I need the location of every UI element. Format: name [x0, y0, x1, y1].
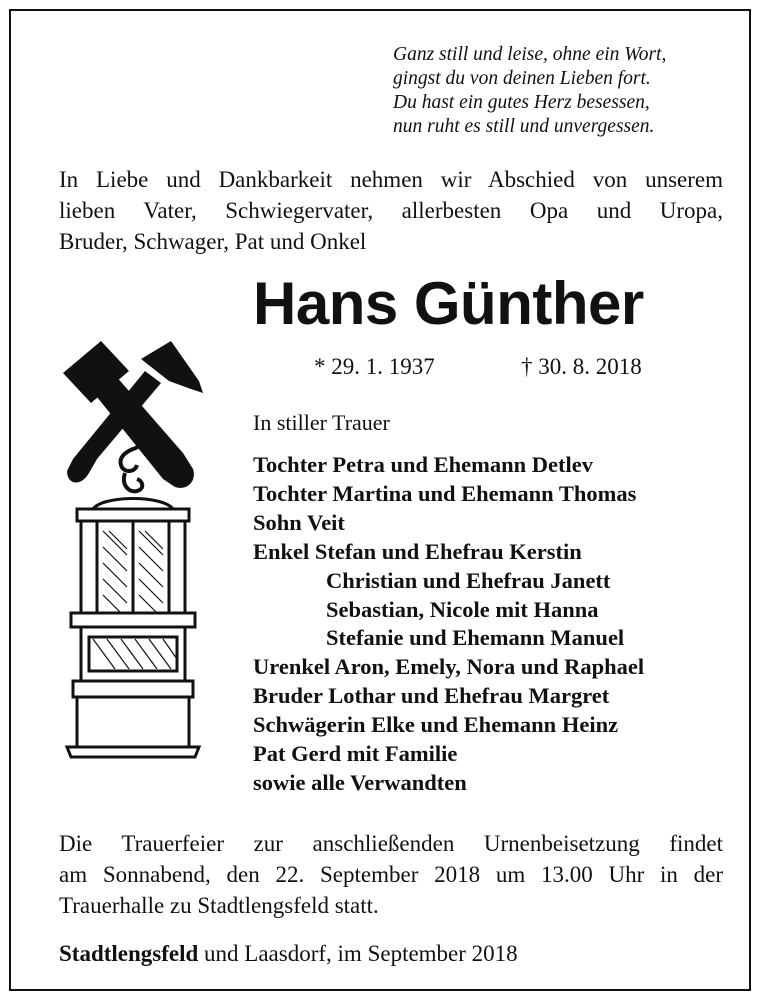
- ceremony-line: am Sonnabend, den 22. September 2018 um 13.00 Uhr in der: [59, 862, 723, 887]
- family-list: [253, 451, 644, 798]
- family-entry: Stefanie und Ehemann Manuel: [326, 625, 625, 651]
- deceased-name: Hans Günther: [253, 270, 644, 337]
- intro-line: In Liebe und Dankbarkeit nehmen wir Abschied von unserem: [59, 167, 723, 192]
- intro-text: [59, 164, 723, 257]
- ceremony-line: Die Trauerfeier zur anschließenden Urnenbeisetzung findet: [59, 831, 723, 856]
- family-entry: Tochter Petra und Ehemann Detlev: [253, 452, 593, 477]
- family-entry: Sohn Veit: [253, 509, 345, 535]
- family-entry: Tochter Martina und Ehemann Thomas: [253, 480, 637, 506]
- poem-line: Du hast ein gutes Herz besessen,: [393, 92, 650, 113]
- family-entry: Urenkel Aron, Emely, Nora und Raphael: [253, 654, 645, 680]
- family-entry: Sebastian, Nicole mit Hanna: [326, 596, 599, 622]
- poem-line: gingst du von deinen Lieben fort.: [393, 68, 651, 89]
- obituary-frame: [9, 9, 751, 991]
- family-entry: Schwägerin Elke und Ehemann Heinz: [253, 712, 619, 738]
- death-date: † 30. 8. 2018: [521, 354, 642, 379]
- family-entry: Bruder Lothar und Ehefrau Margret: [253, 683, 610, 709]
- footer-rest: und Laasdorf, im September 2018: [198, 941, 518, 966]
- family-entry: sowie alle Verwandten: [253, 769, 467, 795]
- birth-date: * 29. 1. 1937: [314, 354, 435, 379]
- family-entry: Christian und Ehefrau Janett: [326, 567, 611, 593]
- ceremony-text: [59, 828, 723, 921]
- footer-place: Stadtlengsfeld: [59, 941, 199, 966]
- place-and-date: [59, 938, 518, 969]
- intro-line: Bruder, Schwager, Pat und Onkel: [59, 229, 367, 254]
- intro-line: lieben Vater, Schwiegervater, allerbesten Opa und Uropa,: [59, 198, 723, 223]
- ceremony-line: Trauerhalle zu Stadtlengsfeld statt.: [59, 893, 379, 918]
- mourning-label: In stiller Trauer: [253, 410, 390, 435]
- poem-line: Ganz still und leise, ohne ein Wort,: [393, 44, 667, 65]
- poem-line: nun ruht es still und unvergessen.: [393, 116, 655, 137]
- family-entry: Pat Gerd mit Familie: [253, 741, 458, 767]
- miners-hammers-and-lamp-icon: [63, 341, 203, 773]
- poem: [393, 43, 733, 139]
- family-entry: Enkel Stefan und Ehefrau Kerstin: [253, 538, 582, 564]
